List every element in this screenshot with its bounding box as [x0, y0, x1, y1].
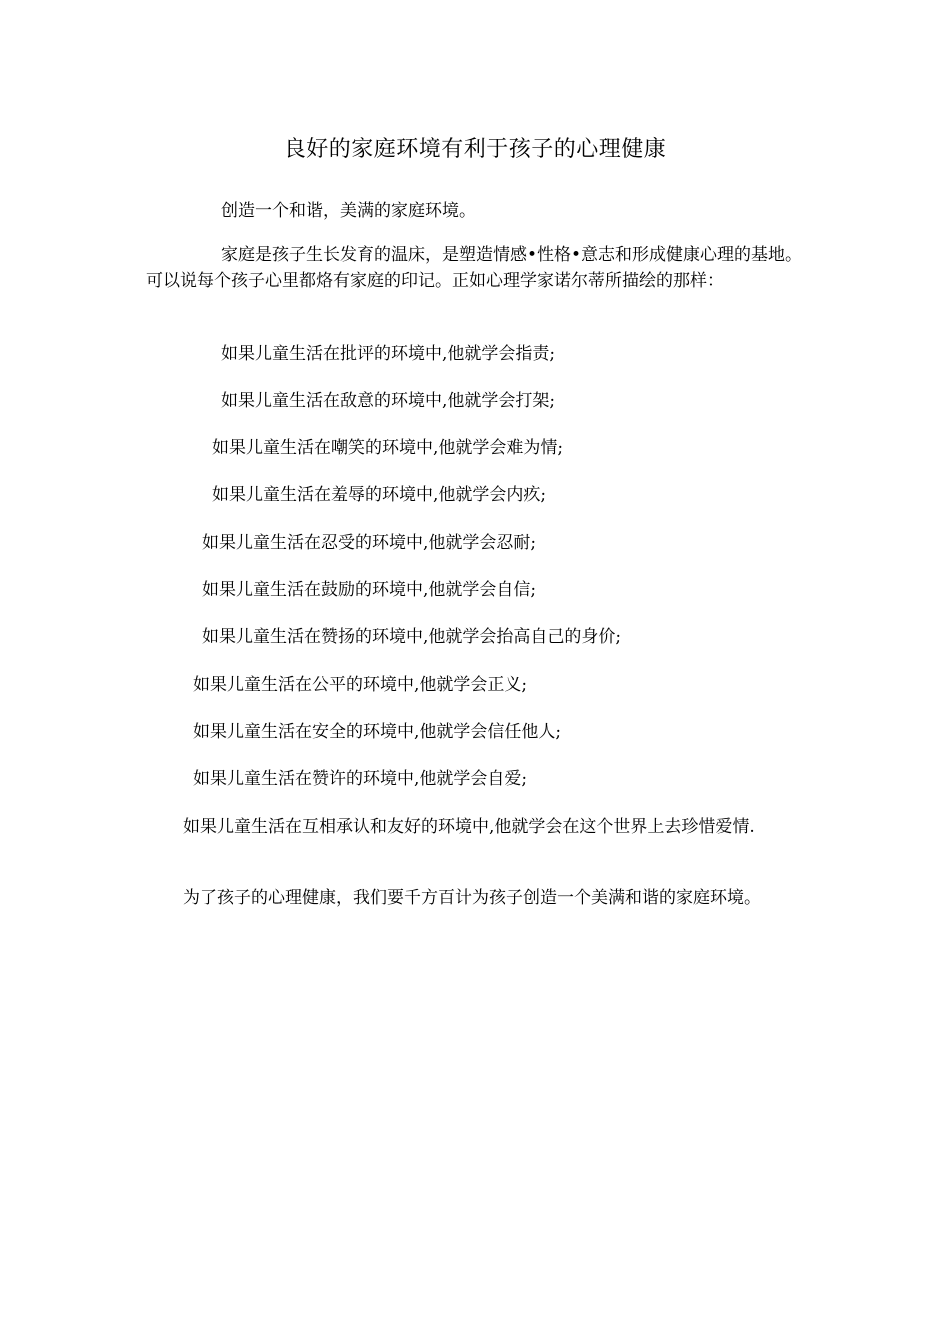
conclusion-paragraph: 为了孩子的心理健康，我们要千方百计为孩子创造一个美满和谐的家庭环境。	[183, 888, 761, 908]
poem-line: 如果儿童生活在赞扬的环境中,他就学会抬高自己的身价;	[202, 627, 622, 647]
document-title: 良好的家庭环境有利于孩子的心理健康	[283, 137, 667, 162]
poem-long-line: 如果儿童生活在互相承认和友好的环境中,他就学会在这个世界上去珍惜爱情.	[183, 817, 755, 837]
intro-paragraph: 创造一个和谐，美满的家庭环境。	[221, 201, 476, 221]
poem-line: 如果儿童生活在羞辱的环境中,他就学会内疚;	[212, 485, 547, 505]
poem-line: 如果儿童生活在安全的环境中,他就学会信任他人;	[193, 722, 562, 742]
poem-line: 如果儿童生活在嘲笑的环境中,他就学会难为情;	[212, 438, 564, 458]
main-paragraph: 家庭是孩子生长发育的温床，是塑造情感•性格•意志和形成健康心理的基地。可以说每个孩子心里都烙有家庭的印记。正如心理学家诺尔蒂所描绘的那样：	[146, 245, 803, 291]
poem-line: 如果儿童生活在赞许的环境中,他就学会自爱;	[193, 769, 528, 789]
poem-line: 如果儿童生活在公平的环境中,他就学会正义;	[193, 675, 528, 695]
poem-line: 如果儿童生活在敌意的环境中,他就学会打架;	[221, 391, 556, 411]
poem-line: 如果儿童生活在鼓励的环境中,他就学会自信;	[202, 580, 537, 600]
poem-line: 如果儿童生活在批评的环境中,他就学会指责;	[221, 344, 556, 364]
poem-line: 如果儿童生活在忍受的环境中,他就学会忍耐;	[202, 533, 537, 553]
